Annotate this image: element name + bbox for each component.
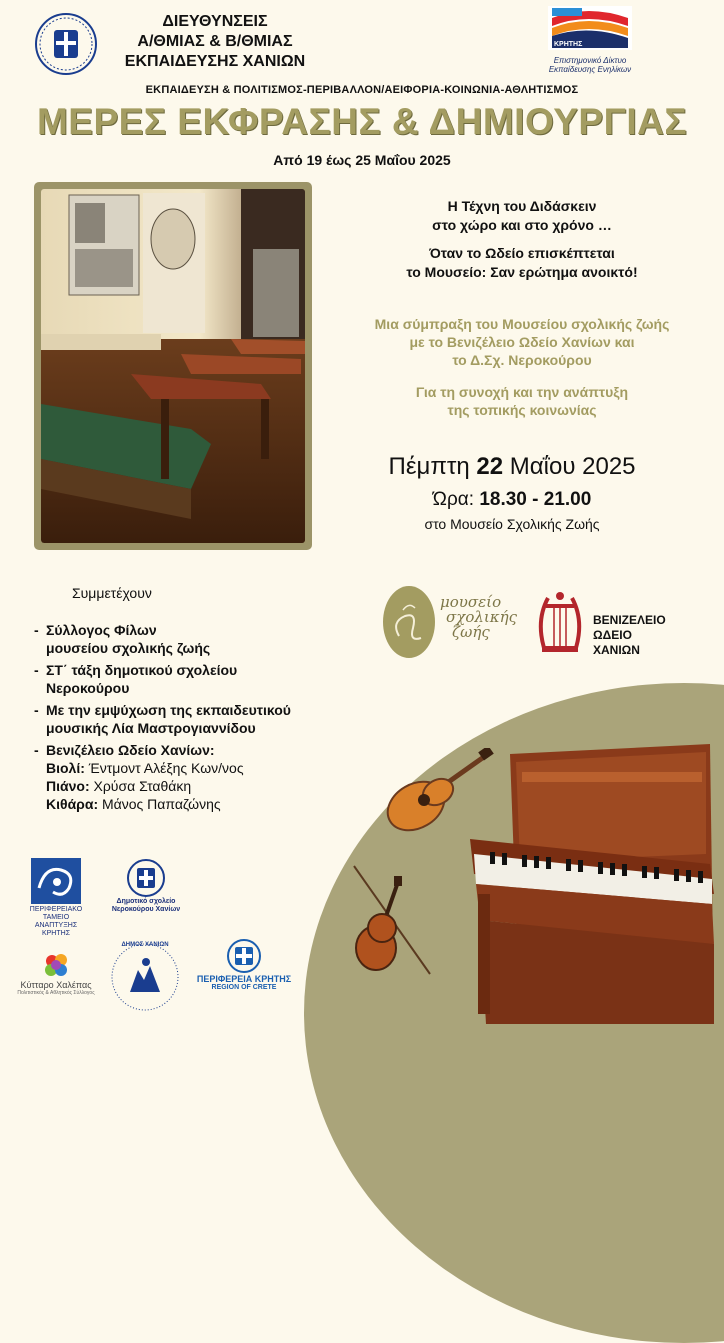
directorate-title: ΔΙΕΥΘΥΝΣΕΙΣ Α/ΘΜΙΑΣ & Β/ΘΜΙΑΣ ΕΚΠΑΙΔΕΥΣΗΣ ΧΑΝΙΩΝ [124, 13, 306, 70]
school-logo: Δημοτικό σχολείο Νεροκούρου Χανίων [106, 858, 186, 914]
museum-logo-circle [383, 586, 435, 658]
event-place: στο Μουσείο Σχολικής Ζωής [424, 516, 600, 532]
list-item: - Σύλλογος Φίλων μουσείου σχολικής ζωής [34, 622, 211, 656]
list-item: - Βενιζέλειο Ωδείο Χανίων: Βιολί: Έντμοντ Αλέξης Κων/νος Πιάνο: Χρύσα Σταθάκη Κιθάρα: Μάνος Παπαζώνης [34, 741, 334, 813]
event-time: Ώρα: 18.30 - 21.00 [432, 489, 592, 510]
ked-crete-logo [548, 6, 632, 74]
museum-logo-text: μουσείο σχολικής ζωής [440, 593, 517, 641]
list-item: - Με την εμψύχωση της εκπαιδευτικού μουσικής Λία Μαστρογιαννίδου [34, 702, 291, 736]
ked-logo-word: ΚΡΗΤΗΣ [554, 41, 583, 48]
musician-row: Κιθάρα: Μάνος Παπαζώνης [46, 796, 221, 812]
topics-line: ΕΚΠΑΙΔΕΥΣΗ & ΠΟΛΙΤΙΣΜΟΣ-ΠΕΡΙΒΑΛΛΟΝ/ΑΕΙΦΟΡΙΑ-ΚΟΙΝΩΝΙΑ-ΑΘΛΗΤΙΣΜΟΣ [145, 84, 579, 96]
dates-range: Από 19 έως 25 Μαΐου 2025 [273, 152, 451, 168]
classroom-photo [41, 189, 305, 543]
participants-list [34, 621, 334, 817]
piano-image [460, 744, 724, 1029]
musician-row: Πιάνο: Χρύσα Σταθάκη [46, 778, 192, 794]
question-text: Όταν το Ωδείο επισκέπτεται το Μουσείο: Σαν ερώτημα ανοικτό! [406, 245, 638, 280]
kyttaro-logo: Κύτταρο Χαλέπας Πολιτιστικός & Αθλητικός Σύλλογος [12, 950, 100, 996]
lyre-icon [534, 590, 586, 656]
region-crete-logo: ΠΕΡΙΦΕΡΕΙΑ ΚΡΗΤΗΣ REGION OF CRETE [190, 938, 298, 991]
dimos-chanion-logo: ΔΗΜΟΣ ΧΑΝΙΩΝ [108, 940, 182, 1014]
ptak-logo: ΠΕΡΙΦΕΡΕΙΑΚΟ ΤΑΜΕΙΟ ΑΝΑΠΤΥΞΗΣ ΚΡΗΤΗΣ [28, 858, 84, 938]
odeio-logo-text: ΒΕΝΙΖΕΛΕΙΟ ΩΔΕΙΟ ΧΑΝΙΩΝ [593, 613, 666, 657]
collaboration-text: Μια σύμπραξη του Μουσείου σχολικής ζωής με το Βενιζέλειο Ωδείο Χανίων και το Δ.Σχ. Νεροκούρου [374, 316, 670, 368]
greek-emblem-logo [34, 12, 98, 76]
musician-row: Βιολί: Έντμοντ Αλέξης Κων/νος [46, 760, 244, 776]
classroom-photo-frame [34, 182, 312, 550]
list-item: - ΣΤ΄ τάξη δημοτικού σχολείου Νεροκούρου [34, 662, 238, 696]
participants-header: Συμμετέχουν [72, 585, 152, 601]
purpose-text: Για τη συνοχή και την ανάπτυξη της τοπικής κοινωνίας [415, 384, 629, 418]
violin-icon [344, 862, 434, 987]
main-title: ΜΕΡΕΣ ΕΚΦΡΑΣΗΣ & ΔΗΜΙΟΥΡΓΙΑΣ [36, 101, 688, 142]
intro-text: Η Τέχνη του Διδάσκειν στο χώρο και στο χρόνο … [432, 198, 612, 233]
ked-caption: Επιστημονικό Δίκτυο Εκπαίδευσης Ενηλίκων [548, 56, 632, 74]
event-date: Πέμπτη 22 Μαΐου 2025 [388, 453, 636, 480]
